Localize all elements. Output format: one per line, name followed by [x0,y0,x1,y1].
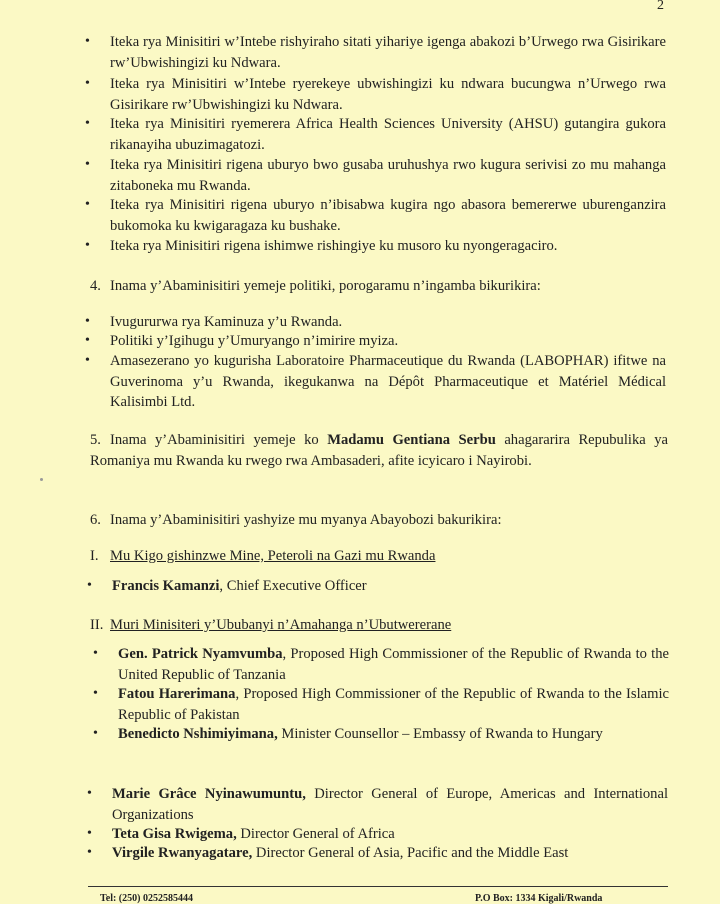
appointment-item [112,824,668,845]
subsection-numeral: II. [90,617,104,633]
list-item: • Amasezerano yo kugurisha Laboratoire Pharmaceutique du Rwanda (LABOPHAR) ifitwe na Guverinoma y’u Rwanda, ikegukanwa na Dépôt Pharmaceutique et Matériel Médical Kalisimbi Ltd. [110,351,666,413]
list-item: • Iteka rya Minisitiri ryemerera Africa Health Sciences University (AHSU) gutangira gukora rikanayiha ubuzimagatozi. [110,114,666,155]
list-item: • Ivugururwa rya Kaminuza y’u Rwanda. [110,312,666,333]
list-item: • Iteka rya Minisitiri w’Intebe rishyiraho sitati yihariye igenga abakozi b’Urwego rwa Gisirikare rw’Ubwishingizi ku Ndwara. [110,32,666,73]
section-text: Inama y’Abaminisitiri yashyize mu myanya Abayobozi bakurikira: [110,512,502,528]
ambassador-name: Madamu Gentiana Serbu [327,432,496,448]
appointee-role: , Chief Executive Officer [219,578,367,594]
section-5-paragraph [90,430,668,471]
section-text: ahagararira Repubulika ya Romaniya mu Rwanda ku rwego rwa Ambasaderi, afite icyicaro i Nayirobi. [90,432,668,469]
appointment-item [112,784,668,825]
section-text: Inama y’Abaminisitiri yemeje politiki, porogaramu n’ingamba bikurikira: [110,278,541,294]
list-item: • Iteka rya Minisitiri rigena ishimwe rishingiye ku musoro ku nyongeragaciro. [110,236,666,257]
subsection-title: Muri Minisiteri y’Ububanyi n’Amahanga n’Ubutwererane [110,617,452,633]
section-text: Inama y’Abaminisitiri yemeje ko [110,432,328,448]
appointee-role: Minister Counsellor – Embassy of Rwanda to Hungary [277,726,603,742]
appointment-item [118,684,669,725]
subsection-numeral: I. [90,548,99,564]
subsection-title: Mu Kigo gishinzwe Mine, Peteroli na Gazi mu Rwanda [110,548,436,564]
appointee-name: Benedicto Nshimiyimana, [118,726,278,742]
appointee-name: Marie Grâce Nyinawumuntu, [112,786,306,802]
page-number: 2 [657,0,664,13]
list-item: • Iteka rya Minisitiri w’Intebe ryerekeye ubwishingizi ku ndwara bucungwa n’Urwego rwa Gisirikare rw’Ubwishingizi ku Ndwara. [110,74,666,115]
appointee-name: Teta Gisa Rwigema, [112,826,237,842]
appointee-role: Director General of Europe, Americas and International Organizations [112,786,668,823]
appointee-role: , Proposed High Commissioner of the Republic of Rwanda to the Islamic Republic of Pakistan [118,686,669,723]
section-number: 4. [90,278,101,294]
footer-phone: Tel: (250) 0252585444 [100,893,193,904]
appointee-role: Director General of Africa [236,826,395,842]
list-item: • Iteka rya Minisitiri rigena uburyo n’ibisabwa kugira ngo abasora bemererwe uburenganzira bukomoka ku kwigaragaza ku bushake. [110,195,666,236]
list-item: • Iteka rya Minisitiri rigena uburyo bwo gusaba uruhushya rwo kugura serivisi zo mu mahanga zitaboneka mu Rwanda. [110,155,666,196]
footer-divider [88,886,668,887]
appointment-item [112,843,668,864]
appointee-name: Fatou Harerimana [118,686,236,702]
section-6-paragraph [90,510,668,531]
subsection-heading [90,615,451,636]
scan-mark [40,478,43,481]
appointment-item [118,724,669,745]
appointee-name: Gen. Patrick Nyamvumba [118,646,283,662]
section-number: 6. [90,512,101,528]
section-number: 5. [90,432,101,448]
appointment-item [112,576,668,597]
list-item: • Politiki y’Igihugu y’Umuryango n’imirire myiza. [110,331,666,352]
appointment-item [118,644,669,685]
appointee-name: Virgile Rwanyagatare, [112,845,253,861]
appointee-name: Francis Kamanzi [112,578,220,594]
appointee-role: , Proposed High Commissioner of the Republic of Rwanda to the United Republic of Tanzania [118,646,669,683]
appointee-role: Director General of Asia, Pacific and the Middle East [252,845,569,861]
section-4-paragraph [90,276,668,297]
footer-pobox: P.O Box: 1334 Kigali/Rwanda [475,893,603,904]
subsection-heading [90,546,435,567]
